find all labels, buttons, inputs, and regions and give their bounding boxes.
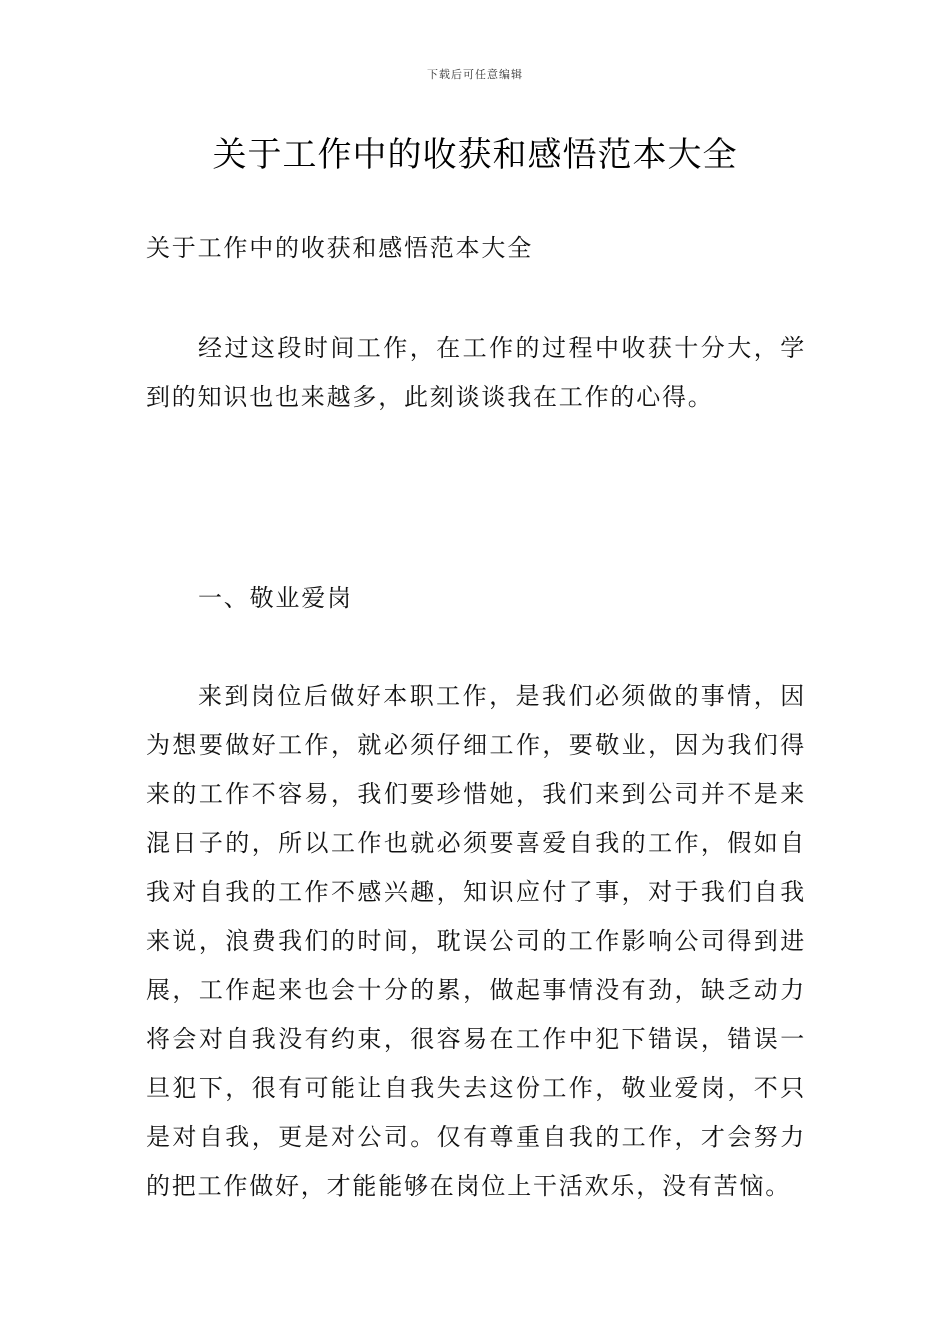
section-paragraph: 来到岗位后做好本职工作，是我们必须做的事情，因为想要做好工作，就必须仔细工作，要敬业，因为我们得来的工作不容易，我们要珍惜她，我们来到公司并不是来混日子的，所以工作也就必须要喜爱自我的工作，假如自我对自我的工作不感兴趣，知识应付了事，对于我们自我来说，浪费我们的时间，耽误公司的工作影响公司得到进展，工作起来也会十分的累，做起事情没有劲，缺乏动力将会对自我没有约束，很容易在工作中犯下错误，错误一旦犯下，很有可能让自我失去这份工作，敬业爱岗，不只是对自我，更是对公司。仅有尊重自我的工作，才会努力的把工作做好，才能能够在岗位上干活欢乐，没有苦恼。 — [146, 682, 806, 1200]
document-subtitle: 关于工作中的收获和感悟范本大全 — [146, 234, 533, 262]
document-title: 关于工作中的收获和感悟范本大全 — [212, 135, 738, 175]
section-heading: 一、敬业爱岗 — [198, 584, 353, 612]
header-note: 下载后可任意编辑 — [427, 68, 523, 81]
intro-paragraph: 经过这段时间工作，在工作的过程中收获十分大，学到的知识也也来越多，此刻谈谈我在工作的心得。 — [146, 334, 806, 411]
